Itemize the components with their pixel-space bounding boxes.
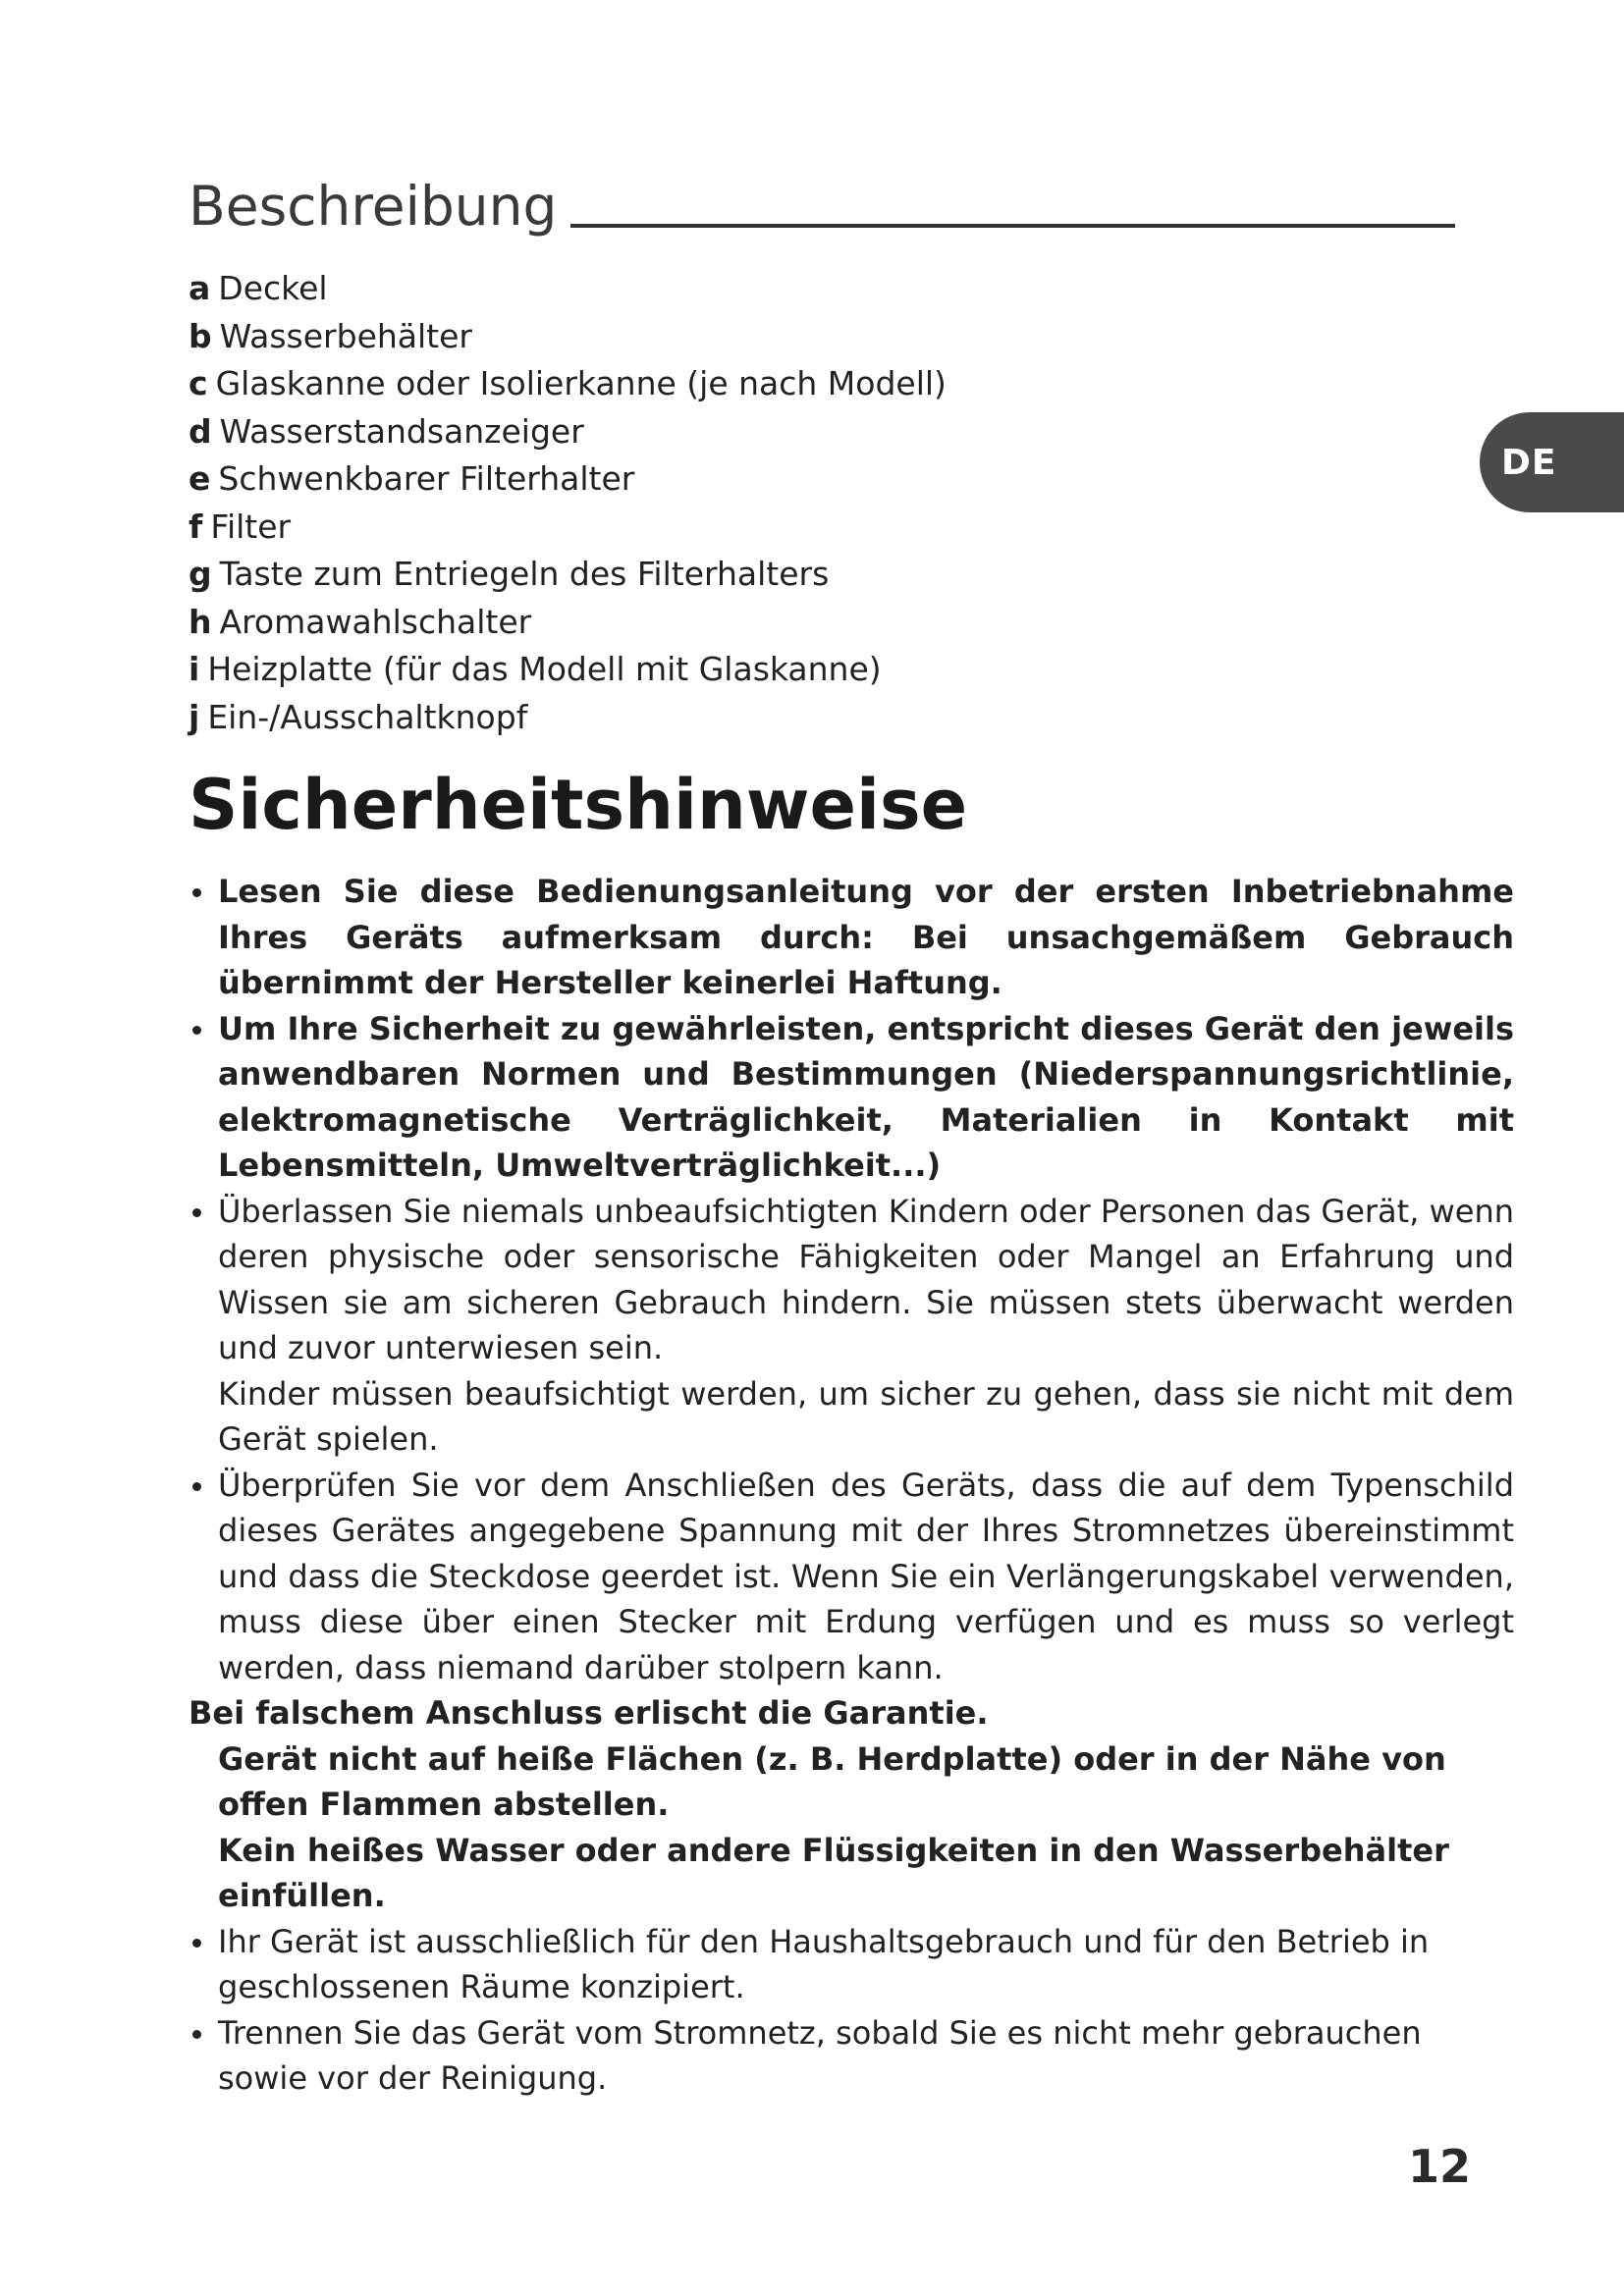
part-label: Aromawahlschalter: [219, 602, 532, 641]
part-label: Taste zum Entriegeln des Filterhalters: [219, 555, 830, 593]
part-key: e: [189, 459, 211, 498]
safety-item: Trennen Sie das Gerät vom Stromnetz, sobald Sie es nicht mehr gebrauchen sowie vor der Reinigung.: [189, 2010, 1514, 2102]
part-label: Filter: [210, 507, 292, 546]
part-label: Wasserbehälter: [219, 316, 472, 355]
heading-rule: [570, 224, 1455, 228]
safety-title: Sicherheitshinweise: [189, 765, 968, 845]
part-item: [189, 599, 947, 647]
part-key: g: [189, 555, 212, 593]
page-number: 12: [1407, 2140, 1471, 2193]
language-tab-label: DE: [1501, 442, 1557, 483]
warranty-notice: Bei falschem Anschluss erlischt die Garantie.: [189, 1694, 989, 1732]
part-item: [189, 455, 947, 504]
part-key: b: [189, 316, 212, 355]
part-item: [189, 646, 947, 694]
part-key: c: [189, 364, 208, 402]
part-item: [189, 694, 947, 742]
part-label: Glaskanne oder Isolierkanne (je nach Modell): [215, 364, 947, 402]
part-label: Schwenkbarer Filterhalter: [218, 459, 635, 498]
part-key: j: [189, 697, 200, 736]
parts-list: [189, 265, 947, 741]
hot-surface-warning: Gerät nicht auf heiße Flächen (z. B. Herdplatte) oder in der Nähe von offen Flammen abstellen.: [218, 1739, 1446, 1823]
part-item: [189, 360, 947, 408]
safety-item: Überprüfen Sie vor dem Anschließen des Geräts, dass die auf dem Typenschild dieses Gerätes angegebene Spannung mit der Ihres Stromnetzes übereinstimmt und dass die Steckdose geerdet ist. Wenn Sie ein Verlängerungskabel verwenden, muss diese über einen Stecker mit Erdung verfügen und es muss so verlegt werden, dass niemand darüber stolpern kann.: [189, 1463, 1514, 1691]
safety-instructions: [189, 869, 1514, 2102]
part-key: f: [189, 507, 203, 546]
part-label: Wasserstandsanzeiger: [219, 411, 584, 451]
part-key: h: [189, 602, 212, 641]
part-item: [189, 265, 947, 313]
hot-water-warning: Kein heißes Wasser oder andere Flüssigkeiten in den Wasserbehälter einfüllen.: [218, 1831, 1449, 1914]
part-item: [189, 551, 947, 599]
description-heading: Beschreibung: [189, 175, 558, 238]
part-item: [189, 408, 947, 456]
safety-item: Lesen Sie diese Bedienungsanleitung vor der ersten Inbetriebnahme Ihres Geräts aufmerksam durch: Bei unsachgemäßem Gebrauch übernimmt der Hersteller keinerlei Haftung.: [189, 869, 1514, 1006]
language-tab: [1480, 412, 1624, 512]
description-heading-row: [189, 165, 1455, 238]
part-label: Heizplatte (für das Modell mit Glaskanne): [207, 650, 882, 688]
part-label: Ein-/Ausschaltknopf: [207, 697, 528, 736]
part-key: a: [189, 269, 211, 307]
part-label: Deckel: [218, 269, 328, 307]
safety-item-continuation: Kinder müssen beaufsichtigt werden, um sicher zu gehen, dass sie nicht mit dem Gerät spielen.: [218, 1374, 1514, 1458]
part-item: [189, 313, 947, 361]
part-key: i: [189, 650, 200, 688]
safety-item: Ihr Gerät ist ausschließlich für den Haushaltsgebrauch und für den Betrieb in geschlossenen Räume konzipiert.: [189, 1919, 1514, 2010]
part-key: d: [189, 411, 212, 451]
part-item: [189, 504, 947, 552]
safety-item: Überlassen Sie niemals unbeaufsichtigten Kindern oder Personen das Gerät, wenn deren physische oder sensorische Fähigkeiten oder Mangel an Erfahrung und Wissen sie am sicheren Gebrauch hindern. Sie müssen stets überwacht werden und zuvor unterwiesen sein.: [189, 1189, 1514, 1371]
safety-item: Um Ihre Sicherheit zu gewährleisten, entspricht dieses Gerät den jeweils anwendbaren Normen und Bestimmungen (Niederspannungsrichtlinie, elektromagnetische Verträglichkeit, Materialien in Kontakt mit Lebensmitteln, Umweltverträglichkeit...): [189, 1006, 1514, 1189]
